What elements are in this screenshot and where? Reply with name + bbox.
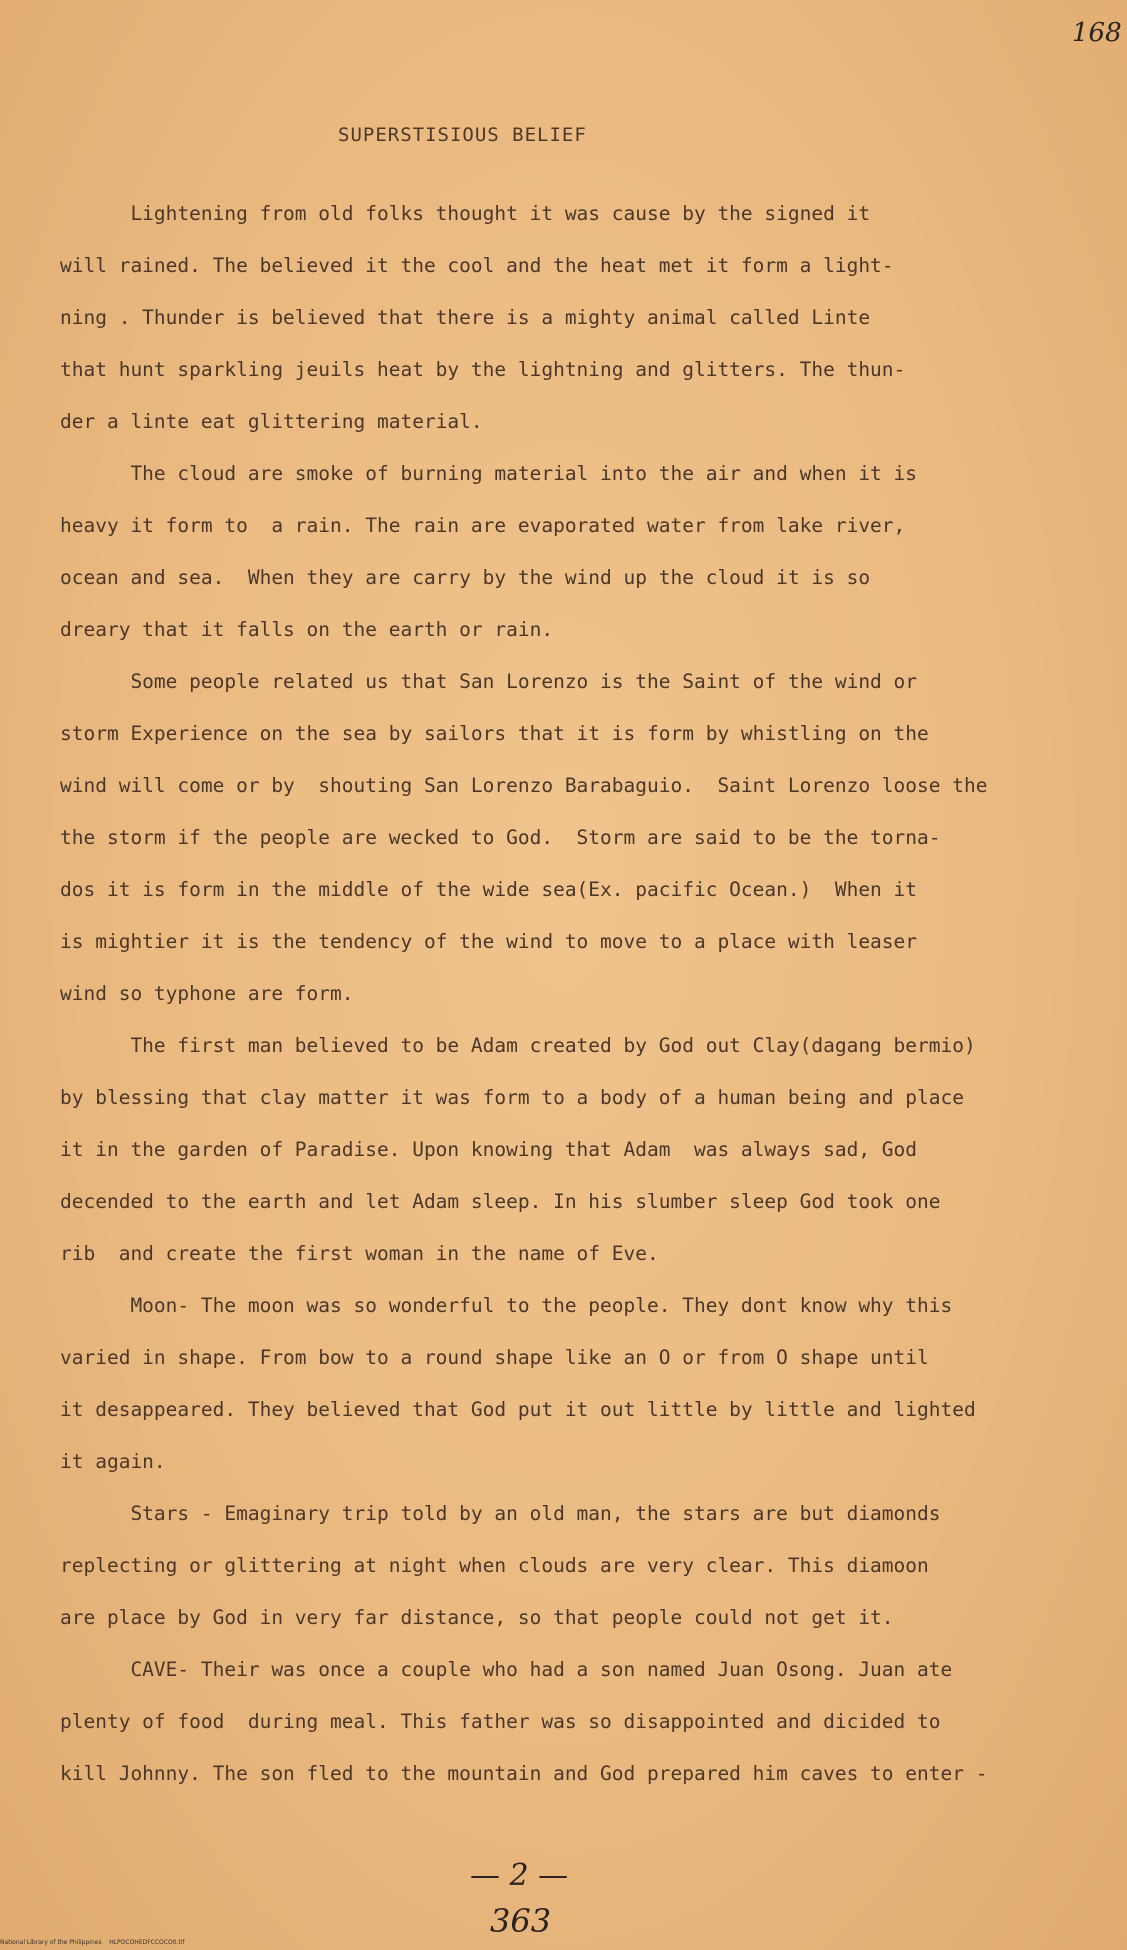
text-line: The first man believed to be Adam created by God out Clay(dagang bermio): [60, 1034, 976, 1057]
text-line: plenty of food during meal. This father was so disappointed and dicided to: [60, 1710, 941, 1733]
text-line: replecting or glittering at night when clouds are very clear. This diamoon: [60, 1554, 929, 1577]
text-line: wind will come or by shouting San Lorenzo Barabaguio. Saint Lorenzo loose the: [60, 774, 988, 797]
text-line: it again.: [60, 1450, 166, 1473]
text-line: CAVE- Their was once a couple who had a son named Juan Osong. Juan ate: [60, 1658, 953, 1681]
text-line: kill Johnny. The son fled to the mountain and God prepared him caves to enter -: [60, 1762, 988, 1785]
text-line: that hunt sparkling jeuils heat by the lightning and glitters. The thun-: [60, 358, 906, 381]
text-line: Some people related us that San Lorenzo is the Saint of the wind or: [60, 670, 918, 693]
text-line: is mightier it is the tendency of the wind to move to a place with leaser: [60, 930, 918, 953]
text-line: heavy it form to a rain. The rain are evaporated water from lake river,: [60, 514, 906, 537]
text-line: ning . Thunder is believed that there is a mighty animal called Linte: [60, 306, 871, 329]
text-line: it desappeared. They believed that God put it out little by little and lighted: [60, 1398, 976, 1421]
text-line: The cloud are smoke of burning material into the air and when it is: [60, 462, 918, 485]
page-title: SUPERSTISIOUS BELIEF: [338, 124, 587, 146]
footer-page-label: — 2 —: [470, 1858, 569, 1893]
text-line: are place by God in very far distance, so that people could not get it.: [60, 1606, 894, 1629]
text-line: ocean and sea. When they are carry by the wind up the cloud it is so: [60, 566, 871, 589]
text-line: der a linte eat glittering material.: [60, 410, 483, 433]
text-line: dreary that it falls on the earth or rain.: [60, 618, 554, 641]
text-line: it in the garden of Paradise. Upon knowing that Adam was always sad, God: [60, 1138, 918, 1161]
text-line: the storm if the people are wecked to God. Storm are said to be the torna-: [60, 826, 941, 849]
text-line: Moon- The moon was so wonderful to the people. They dont know why this: [60, 1294, 953, 1317]
body-text: [60, 188, 1070, 1800]
text-line: wind so typhone are form.: [60, 982, 354, 1005]
handwritten-page-number: 168: [1072, 18, 1122, 48]
text-line: Lightening from old folks thought it was cause by the signed it: [60, 202, 871, 225]
text-line: will rained. The believed it the cool and the heat met it form a light-: [60, 254, 894, 277]
text-line: decended to the earth and let Adam sleep. In his slumber sleep God took one: [60, 1190, 941, 1213]
text-line: rib and create the first woman in the name of Eve.: [60, 1242, 659, 1265]
text-line: storm Experience on the sea by sailors that it is form by whistling on the: [60, 722, 929, 745]
text-line: Stars - Emaginary trip told by an old man, the stars are but diamonds: [60, 1502, 941, 1525]
archive-credit: National Library of the Philippines HLPOCOHEDFCCOCO0.tif: [0, 1939, 185, 1946]
text-line: varied in shape. From bow to a round shape like an O or from O shape until: [60, 1346, 929, 1369]
text-line: by blessing that clay matter it was form to a body of a human being and place: [60, 1086, 964, 1109]
handwritten-footer-number: 363: [490, 1902, 552, 1940]
text-line: dos it is form in the middle of the wide sea(Ex. pacific Ocean.) When it: [60, 878, 918, 901]
